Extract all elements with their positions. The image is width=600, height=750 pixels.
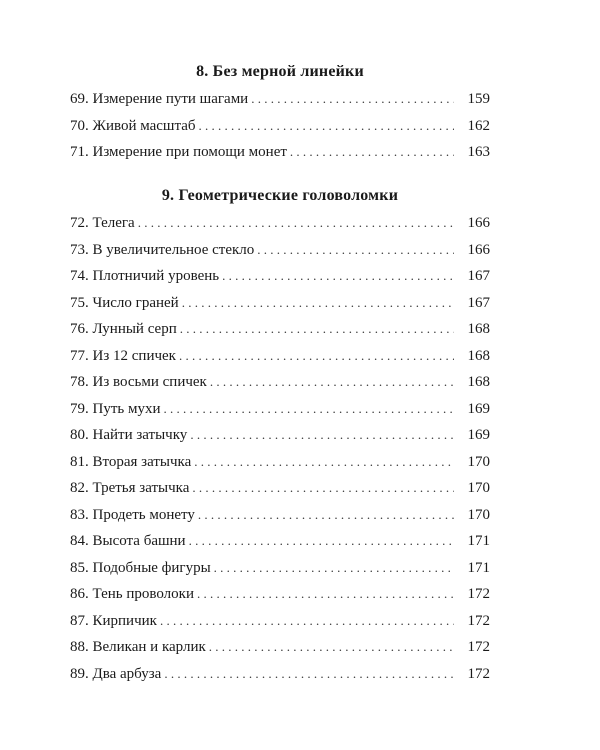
toc-section-9	[70, 186, 490, 687]
entry-page-number: 162	[467, 117, 490, 134]
toc-entry	[70, 422, 490, 449]
entry-page-number: 171	[467, 533, 490, 549]
dot-leader	[290, 139, 454, 166]
entry-page-number: 170	[467, 453, 490, 470]
entry-page-number: 171	[467, 559, 490, 576]
toc-entry	[70, 634, 490, 661]
entry-label: 84. Высота башни	[70, 533, 186, 549]
entry-page-number: 172	[467, 586, 490, 602]
entry-page-number: 169	[467, 400, 490, 417]
entry-label: 88. Великан и карлик	[70, 639, 206, 655]
entry-label: 83. Продеть монету	[70, 506, 195, 523]
dot-leader	[190, 422, 454, 449]
toc-entry	[70, 396, 490, 423]
entry-label: 75. Число граней	[70, 294, 179, 311]
entry-label: 87. Кирпичик	[70, 612, 157, 629]
dot-leader	[164, 661, 454, 688]
entry-label: 69. Измерение пути шагами	[70, 91, 249, 107]
entry-label: 71. Измерение при помощи монет	[70, 144, 287, 160]
dot-leader	[164, 396, 455, 423]
dot-leader	[179, 343, 454, 370]
entry-page-number: 166	[467, 215, 490, 231]
entry-page-number: 168	[467, 347, 490, 364]
toc-entry	[70, 86, 490, 113]
dot-leader	[192, 475, 454, 502]
dot-leader	[210, 369, 454, 396]
entry-label: 72. Телега	[70, 215, 135, 231]
dot-leader	[209, 634, 454, 661]
dot-leader	[222, 263, 454, 290]
entry-label: 82. Третья затычка	[70, 480, 190, 496]
dot-leader	[138, 210, 454, 237]
dot-leader	[197, 581, 454, 608]
dot-leader	[182, 290, 454, 317]
toc-entry	[70, 475, 490, 502]
entry-page-number: 170	[467, 480, 490, 496]
section-title: 9. Геометрические головоломки	[161, 187, 399, 204]
toc-entry	[70, 528, 490, 555]
toc-entry	[70, 581, 490, 608]
entry-label: 70. Живой масштаб	[70, 117, 196, 134]
toc-entry	[70, 113, 490, 140]
entry-label: 74. Плотничий уровень	[70, 268, 220, 284]
entry-label: 85. Подобные фигуры	[70, 559, 211, 576]
entry-page-number: 167	[467, 268, 490, 284]
toc-entry	[70, 449, 490, 476]
toc-entry	[70, 263, 490, 290]
toc-entry	[70, 210, 490, 237]
entry-label: 86. Тень проволоки	[70, 586, 194, 602]
dot-leader	[251, 86, 454, 113]
entry-page-number: 166	[467, 241, 490, 258]
entry-page-number: 159	[467, 91, 490, 107]
entry-page-number: 167	[467, 294, 490, 311]
toc-section-8	[70, 62, 490, 166]
toc-entry	[70, 290, 490, 317]
entry-page-number: 169	[467, 427, 490, 443]
dot-leader	[189, 528, 454, 555]
dot-leader	[257, 237, 454, 264]
entry-page-number: 172	[467, 639, 490, 655]
entry-label: 76. Лунный серп	[70, 321, 177, 337]
toc-entry	[70, 555, 490, 582]
entry-page-number: 172	[467, 665, 490, 682]
toc-entry	[70, 608, 490, 635]
dot-leader	[194, 449, 454, 476]
dot-leader	[199, 113, 454, 140]
entry-label: 78. Из восьми спичек	[70, 374, 207, 390]
toc-entry	[70, 661, 490, 688]
toc-entry	[70, 237, 490, 264]
entry-label: 79. Путь мухи	[70, 400, 161, 417]
toc-entry	[70, 502, 490, 529]
entry-label: 89. Два арбуза	[70, 665, 162, 682]
entry-page-number: 163	[467, 144, 490, 160]
entry-label: 73. В увеличительное стекло	[70, 241, 255, 258]
dot-leader	[160, 608, 454, 635]
entry-page-number: 168	[467, 374, 490, 390]
entry-label: 81. Вторая затычка	[70, 453, 192, 470]
entry-label: 77. Из 12 спичек	[70, 347, 176, 364]
section-title: 8. Без мерной линейки	[196, 63, 364, 80]
dot-leader	[180, 316, 454, 343]
toc-entry	[70, 343, 490, 370]
entry-label: 80. Найти затычку	[70, 427, 188, 443]
entry-page-number: 170	[467, 506, 490, 523]
dot-leader	[214, 555, 454, 582]
toc-entry	[70, 369, 490, 396]
entry-page-number: 168	[467, 321, 490, 337]
toc-entry	[70, 139, 490, 166]
toc-entry	[70, 316, 490, 343]
entry-page-number: 172	[467, 612, 490, 629]
dot-leader	[198, 502, 454, 529]
